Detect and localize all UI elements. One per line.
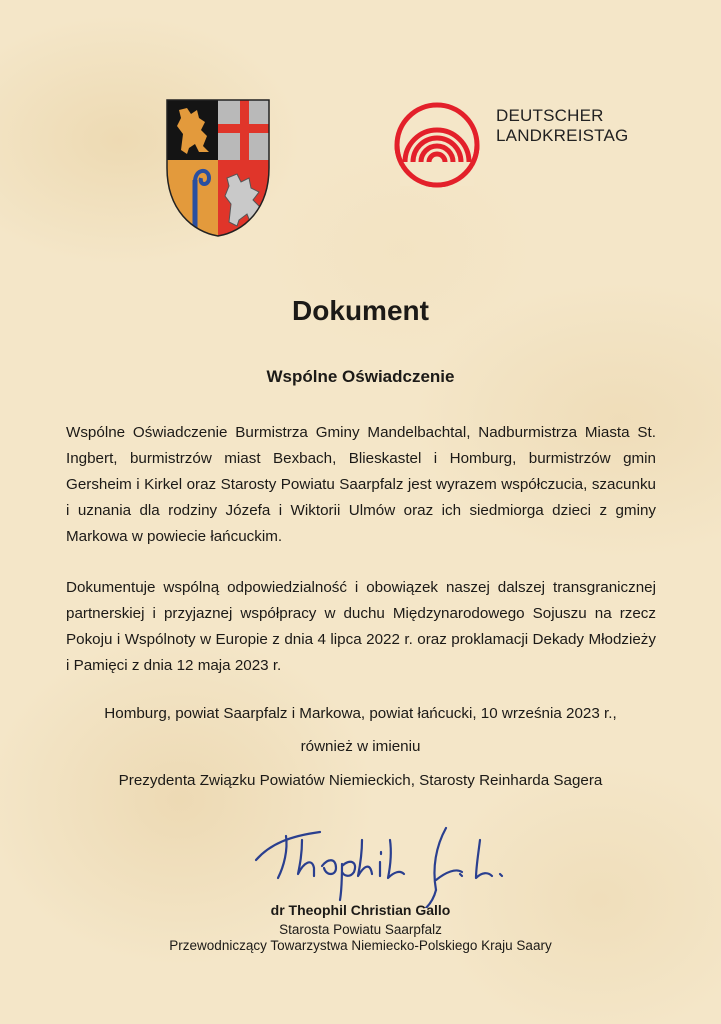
handwritten-signature [250, 818, 520, 908]
signatory-role-1: Starosta Powiatu Saarpfalz [279, 922, 442, 937]
paragraph-2: Dokumentuje wspólną odpowiedzialność i obowiązek naszej dalszej transgranicznej partnerskiej i przyjaznej współpracy w duchu Międzynarodowego Sojuszu na rzecz Pokoju i Wspólnoty w Europie z dnia 4 lipca 2022 r. oraz proklamacji Dekady Młodzieży i Pamięci z dnia 12 maja 2023 r. [66, 579, 656, 674]
signatory-name: dr Theophil Christian Gallo [270, 902, 451, 918]
arc-logo-icon [392, 100, 482, 190]
document-title: Dokument [292, 295, 429, 326]
org-name-line2: LANDKREISTAG [496, 126, 629, 145]
org-name-line1: DEUTSCHER [496, 106, 604, 125]
paragraph-1: Wspólne Oświadczenie Burmistrza Gminy Mandelbachtal, Nadburmistrza Miasta St. Ingbert, burmistrzów miast Bexbach, Blieskastel i Homburg, burmistrzów gmin Gersheim i Kirkel oraz Starosty Powiatu Saarpfalz jest wyrazem współczucia, szacunku i uznania dla rodziny Józefa i Wiktorii Ulmów oraz ich siedmiorga dzieci z gminy Markowa w powiecie łańcuckim. [66, 424, 656, 545]
place-and-date: Homburg, powiat Saarpfalz i Markowa, powiat łańcucki, 10 września 2023 r., [104, 705, 617, 722]
landkreistag-logo [392, 100, 642, 190]
coat-of-arms-emblem [165, 98, 271, 238]
org-name [496, 106, 628, 146]
document-subtitle: Wspólne Oświadczenie [266, 367, 455, 386]
president-line: Prezydenta Związku Powiatów Niemieckich, Starosty Reinharda Sagera [118, 772, 603, 789]
on-behalf-line: również w imieniu [300, 738, 421, 755]
signatory-role-2: Przewodniczący Towarzystwa Niemiecko-Polskiego Kraju Saary [169, 938, 552, 953]
